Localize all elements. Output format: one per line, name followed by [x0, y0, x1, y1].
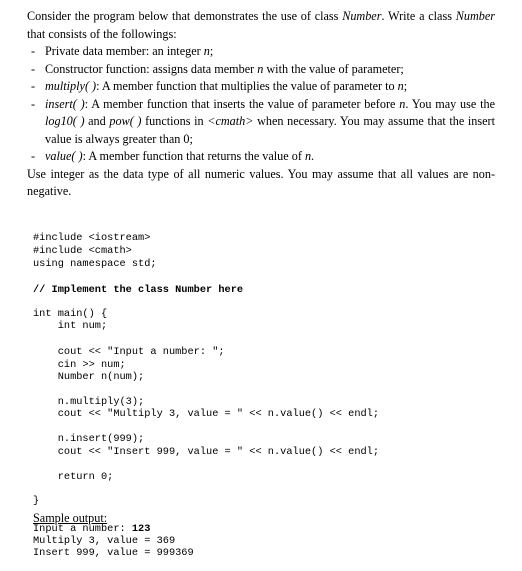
- code-line: using namespace std;: [33, 258, 157, 270]
- bullet-text: Private data member: an integer: [45, 44, 204, 58]
- bullet-em: <cmath>: [207, 114, 254, 128]
- bullet-item: [27, 61, 495, 79]
- intro-paragraph: [27, 8, 495, 43]
- bullet-text: ;: [403, 79, 408, 93]
- bullet-dash: -: [31, 61, 36, 76]
- code-line: #include <cmath>: [33, 245, 132, 257]
- intro-text: Consider the program below that demonstrates the use of class: [27, 9, 343, 23]
- bullet-text: with the value of parameter;: [263, 61, 404, 76]
- problem-statement: [27, 8, 495, 201]
- bullet-text: . You may use the: [405, 96, 495, 111]
- code-line: Number n(num);: [33, 371, 145, 383]
- sample-output-line: Insert 999, value = 999369: [33, 547, 194, 559]
- bullet-dash: -: [31, 96, 36, 111]
- code-line: #include <iostream>: [33, 232, 151, 244]
- bullet-text: Constructor function: assigns data member: [45, 61, 258, 76]
- bullet-item: [27, 96, 495, 149]
- bullet-text: : A member function that returns the value of: [82, 149, 305, 163]
- bullet-em: insert( ): [45, 96, 85, 111]
- bullet-em: n: [304, 149, 312, 163]
- code-line: int main() {: [33, 308, 108, 320]
- bullet-em: n: [397, 79, 404, 93]
- class-name: Number: [342, 9, 382, 23]
- sample-output-heading: Sample output:: [33, 511, 108, 525]
- bullet-text: : A member function that inserts the value of parameter before: [84, 96, 400, 111]
- bullet-item: [27, 148, 495, 166]
- bullet-text: when necessary. You may assume that the insert value is always greater than 0;: [45, 114, 495, 146]
- code-line: int num;: [33, 320, 108, 332]
- sample-prompt: Input a number:: [33, 523, 132, 535]
- sample-output-line: Multiply 3, value = 369: [33, 535, 176, 547]
- code-line: n.multiply(3);: [33, 396, 145, 408]
- bullet-text: ;: [209, 44, 214, 58]
- intro-text: that consists of the followings:: [27, 26, 177, 41]
- closing-paragraph: Use integer as the data type of all numeric values. You may assume that all values are non-negative.: [27, 166, 495, 198]
- code-line: }: [33, 495, 40, 507]
- code-line: n.insert(999);: [33, 433, 145, 445]
- bullet-text: functions in: [141, 114, 208, 128]
- bullet-em: value( ): [45, 149, 83, 163]
- bullet-text: and: [84, 114, 110, 128]
- code-line: cout << "Multiply 3, value = " << n.value() << endl;: [33, 408, 380, 420]
- code-line: return 0;: [33, 471, 114, 483]
- code-line: cout << "Insert 999, value = " << n.value() << endl;: [33, 446, 380, 458]
- bullet-dash: -: [31, 79, 36, 93]
- bullet-em: multiply( ): [45, 79, 97, 93]
- bullet-dash: -: [31, 149, 36, 163]
- bullet-item: [27, 43, 495, 61]
- code-comment: // Implement the class Number here: [33, 284, 244, 296]
- code-line: cin >> num;: [33, 359, 126, 371]
- bullet-em: log10( ): [45, 114, 85, 128]
- code-line: cout << "Input a number: ";: [33, 346, 225, 358]
- bullet-em: n: [257, 61, 264, 76]
- bullet-text: : A member function that multiplies the value of parameter to: [96, 79, 398, 93]
- bullet-text: .: [311, 149, 315, 163]
- class-name: Number: [455, 9, 495, 23]
- bullet-dash: -: [31, 44, 36, 58]
- sample-input: 123: [131, 523, 151, 535]
- bullet-em: n: [399, 96, 406, 111]
- intro-text: . Write a class: [381, 9, 456, 23]
- bullet-em: n: [203, 44, 210, 58]
- bullet-item: [27, 78, 495, 96]
- bullet-em: pow( ): [109, 114, 142, 128]
- sample-output-line: [33, 523, 150, 535]
